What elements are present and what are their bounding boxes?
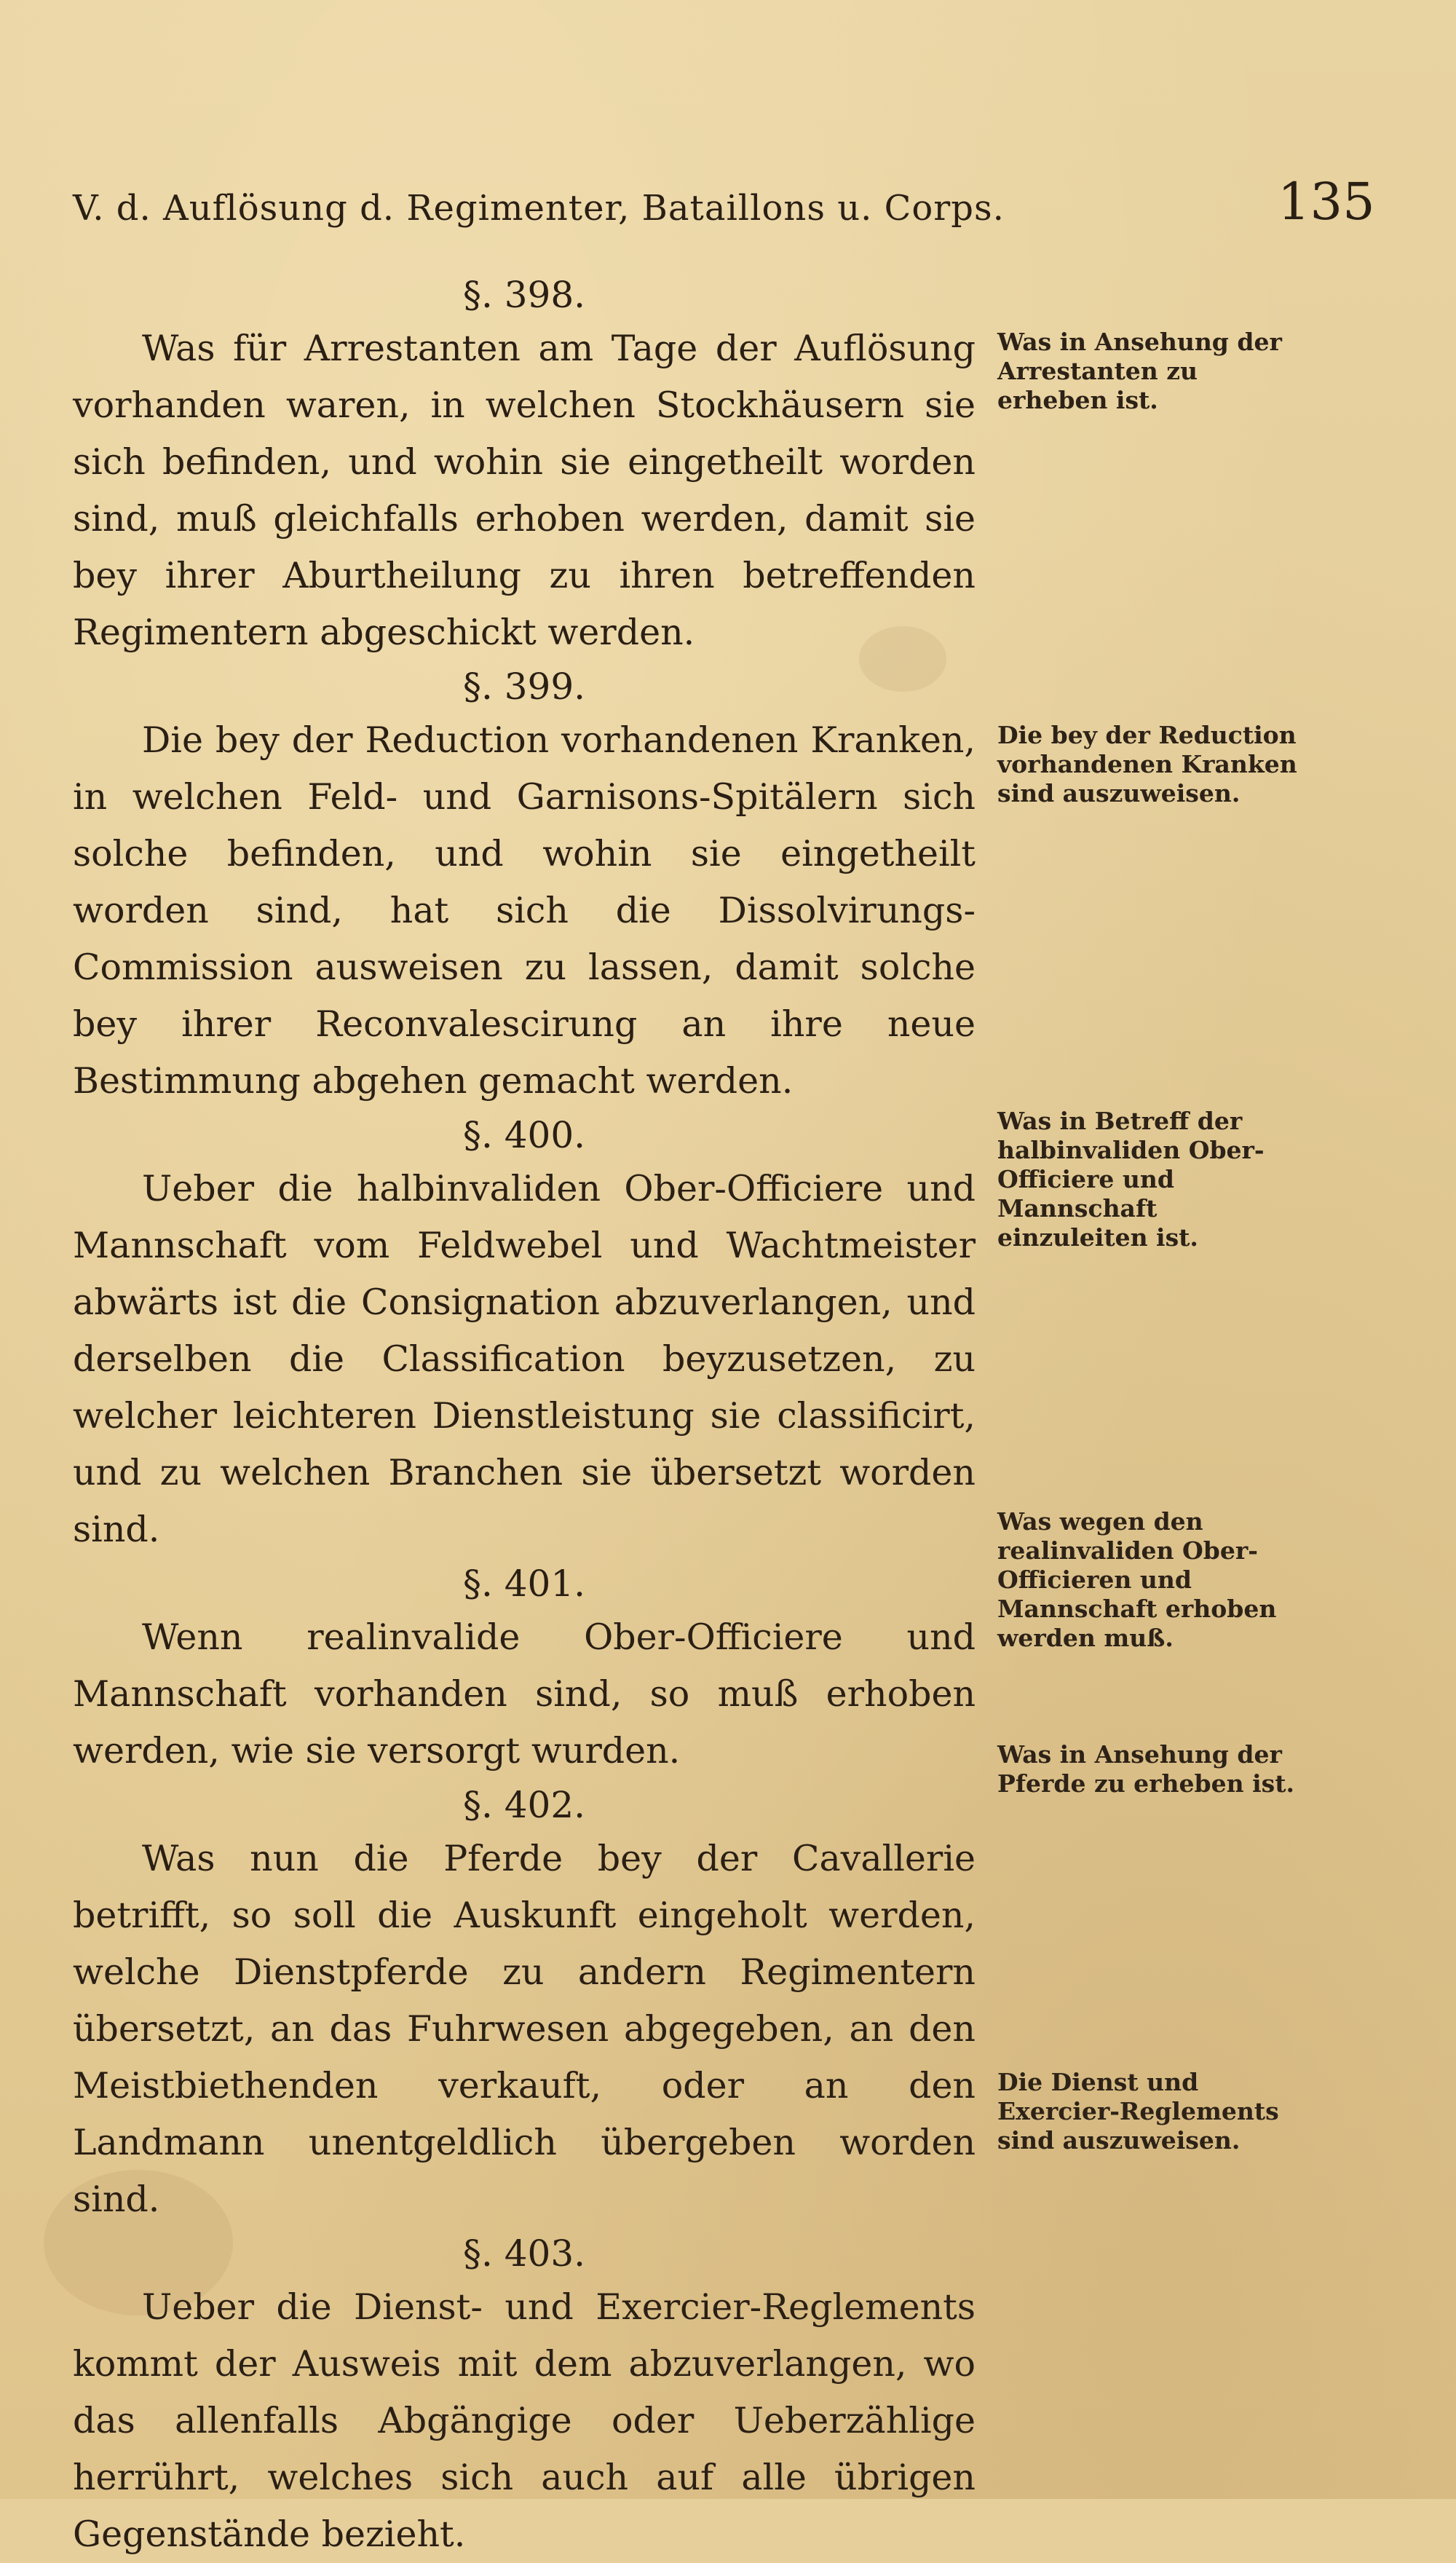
section-paragraph: Die bey der Reduction vorhandenen Kranken, in welchen Feld- und Garnisons-Spitälern sich solche befinden, und wohin sie eingetheilt worden sind, hat sich die Dissolvirungs-Commission ausweisen zu lassen, damit solche bey ihrer Reconvalescirung an ihre neue Bestimmung abgehen gemacht werden. — [73, 719, 976, 1102]
margin-note-400: Was in Betreff der halbinvaliden Ober-Officiere und Mannschaft einzuleiten ist. — [997, 1107, 1265, 1252]
section-number: §. 403. — [462, 2232, 586, 2275]
section-number: §. 398. — [462, 274, 586, 316]
main-text-column — [73, 269, 976, 2563]
margin-note-401: Was wegen den realinvaliden Ober-Officieren und Mannschaft erhoben werden muß. — [997, 1507, 1277, 1652]
section-number: §. 401. — [462, 1563, 586, 1605]
section-399 — [73, 661, 976, 1110]
margin-note-399: Die bey der Reduction vorhandenen Kranken sind auszuweisen. — [997, 721, 1297, 807]
section-401 — [73, 1558, 976, 1780]
page-header — [73, 172, 1375, 246]
margin-note-403: Die Dienst und Exercier-Reglements sind auszuweisen. — [997, 2068, 1279, 2155]
margin-note-398: Was in Ansehung der Arrestanten zu erheben ist. — [997, 328, 1282, 414]
section-number: §. 400. — [462, 1114, 586, 1156]
section-paragraph: Was nun die Pferde bey der Cavallerie betrifft, so soll die Auskunft eingeholt werden, welche Dienstpferde zu andern Regimentern übersetzt, an das Fuhrwesen abgegeben, an den Meistbiethenden verkauft, oder an den Landmann unentgeldlich übergeben worden sind. — [73, 1838, 976, 2220]
section-403 — [73, 2228, 976, 2563]
section-number: §. 399. — [462, 666, 586, 708]
section-400 — [73, 1110, 976, 1558]
section-paragraph: Wenn realinvalide Ober-Officiere und Mannschaft vorhanden sind, so muß erhoben werden, wie sie versorgt wurden. — [73, 1616, 976, 1772]
page-number: 135 — [1278, 172, 1375, 232]
section-paragraph: Was für Arrestanten am Tage der Auflösung vorhanden waren, in welchen Stockhäusern sie sich befinden, und wohin sie eingetheilt worden sind, muß gleichfalls erhoben werden, damit sie bey ihrer Aburtheilung zu ihren betreffenden Regimentern abgeschickt werden. — [73, 328, 976, 653]
margin-note-402: Was in Ansehung der Pferde zu erheben ist. — [997, 1740, 1294, 1798]
section-398 — [73, 269, 976, 661]
section-paragraph: Ueber die halbinvaliden Ober-Officiere und Mannschaft vom Feldwebel und Wachtmeister abwärts ist die Consignation abzuverlangen, und derselben die Classification beyzusetzen, zu welcher leichteren Dienstleistung sie classificirt, und zu welchen Branchen sie übersetzt worden sind. — [73, 1168, 976, 1550]
running-title: V. d. Auflösung d. Regimenter, Bataillons u. Corps. — [73, 188, 1005, 229]
section-paragraph: Ueber die Dienst- und Exercier-Reglements kommt der Ausweis mit dem abzuverlangen, wo das allenfalls Abgängige oder Ueberzählige herrührt, welches sich auch auf alle übrigen Gegenstände bezieht. — [73, 2286, 976, 2555]
section-402 — [73, 1780, 976, 2228]
section-number: §. 402. — [462, 1784, 586, 1826]
